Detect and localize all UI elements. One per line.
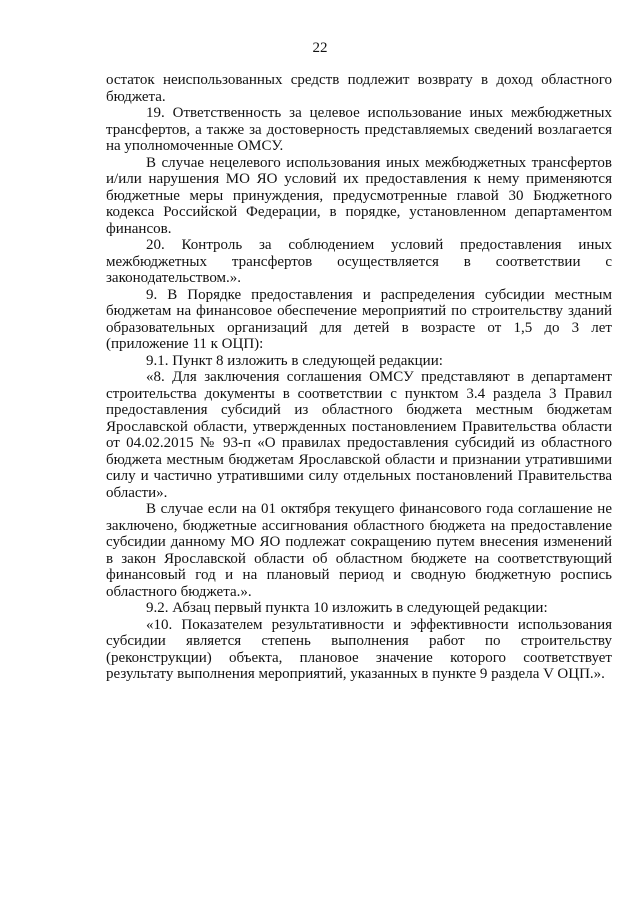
paragraph: 9.2. Абзац первый пункта 10 изложить в следующей редакции: bbox=[146, 600, 548, 616]
paragraph: «8. Для заключения соглашения ОМСУ представляют в департамент строительства документы в соответствии с пунктом 3.4 раздела 3 Правил предоставления субсидий из областного бюджета местным бюджетам Ярославской области, утвержденных постановлением Правительства области от 04.02.2015 № 93-п «О правилах предоставления субсидий из областного бюджета местным бюджетам Ярославской области и признании утратившими силу и частично утратившими силу отдельных постановлений Правительства области». bbox=[106, 369, 612, 501]
paragraph: 9.1. Пункт 8 изложить в следующей редакции: bbox=[146, 352, 443, 369]
paragraph: «10. Показателем результативности и эффективности использования субсидии является степень выполнения работ по строительству (реконструкции) объекта, плановое значение которого соответствует результату выполнения мероприятий, указанных в пункте 9 раздела V ОЦП.». bbox=[106, 616, 612, 682]
paragraph: 9. В Порядке предоставления и распределения субсидии местным бюджетам на финансовое обеспечение мероприятий по строительству зданий образовательных организаций для детей в возрасте от 1,5 до 3 лет (приложение 11 к ОЦП): bbox=[106, 286, 612, 352]
document-body bbox=[106, 72, 612, 683]
paragraph: 19. Ответственность за целевое использование иных межбюджетных трансфертов, а также за достоверность представляемых сведений возлагается на уполномоченные ОМСУ. bbox=[106, 105, 612, 154]
paragraph: остаток неиспользованных средств подлежит возврату в доход областного бюджета. bbox=[106, 72, 612, 105]
paragraph: В случае если на 01 октября текущего финансового года соглашение не заключено, бюджетные ассигнования областного бюджета на предоставление субсидии данному МО ЯО подлежат сокращению путем внесения изменений в закон Ярославской области об областном бюджете на соответствующий финансовый год и на плановый период и сводную бюджетную роспись областного бюджета.». bbox=[106, 501, 612, 600]
paragraph: В случае нецелевого использования иных межбюджетных трансфертов и/или нарушения МО ЯО условий их предоставления к нему применяются бюджетные меры принуждения, предусмотренные главой 30 Бюджетного кодекса Российской Федерации, в порядке, установленном департаментом финансов. bbox=[106, 154, 612, 237]
page-number: 22 bbox=[312, 40, 328, 56]
paragraph: 20. Контроль за соблюдением условий предоставления иных межбюджетных трансфертов осуществляется в соответствии с законодательством.». bbox=[106, 237, 612, 286]
